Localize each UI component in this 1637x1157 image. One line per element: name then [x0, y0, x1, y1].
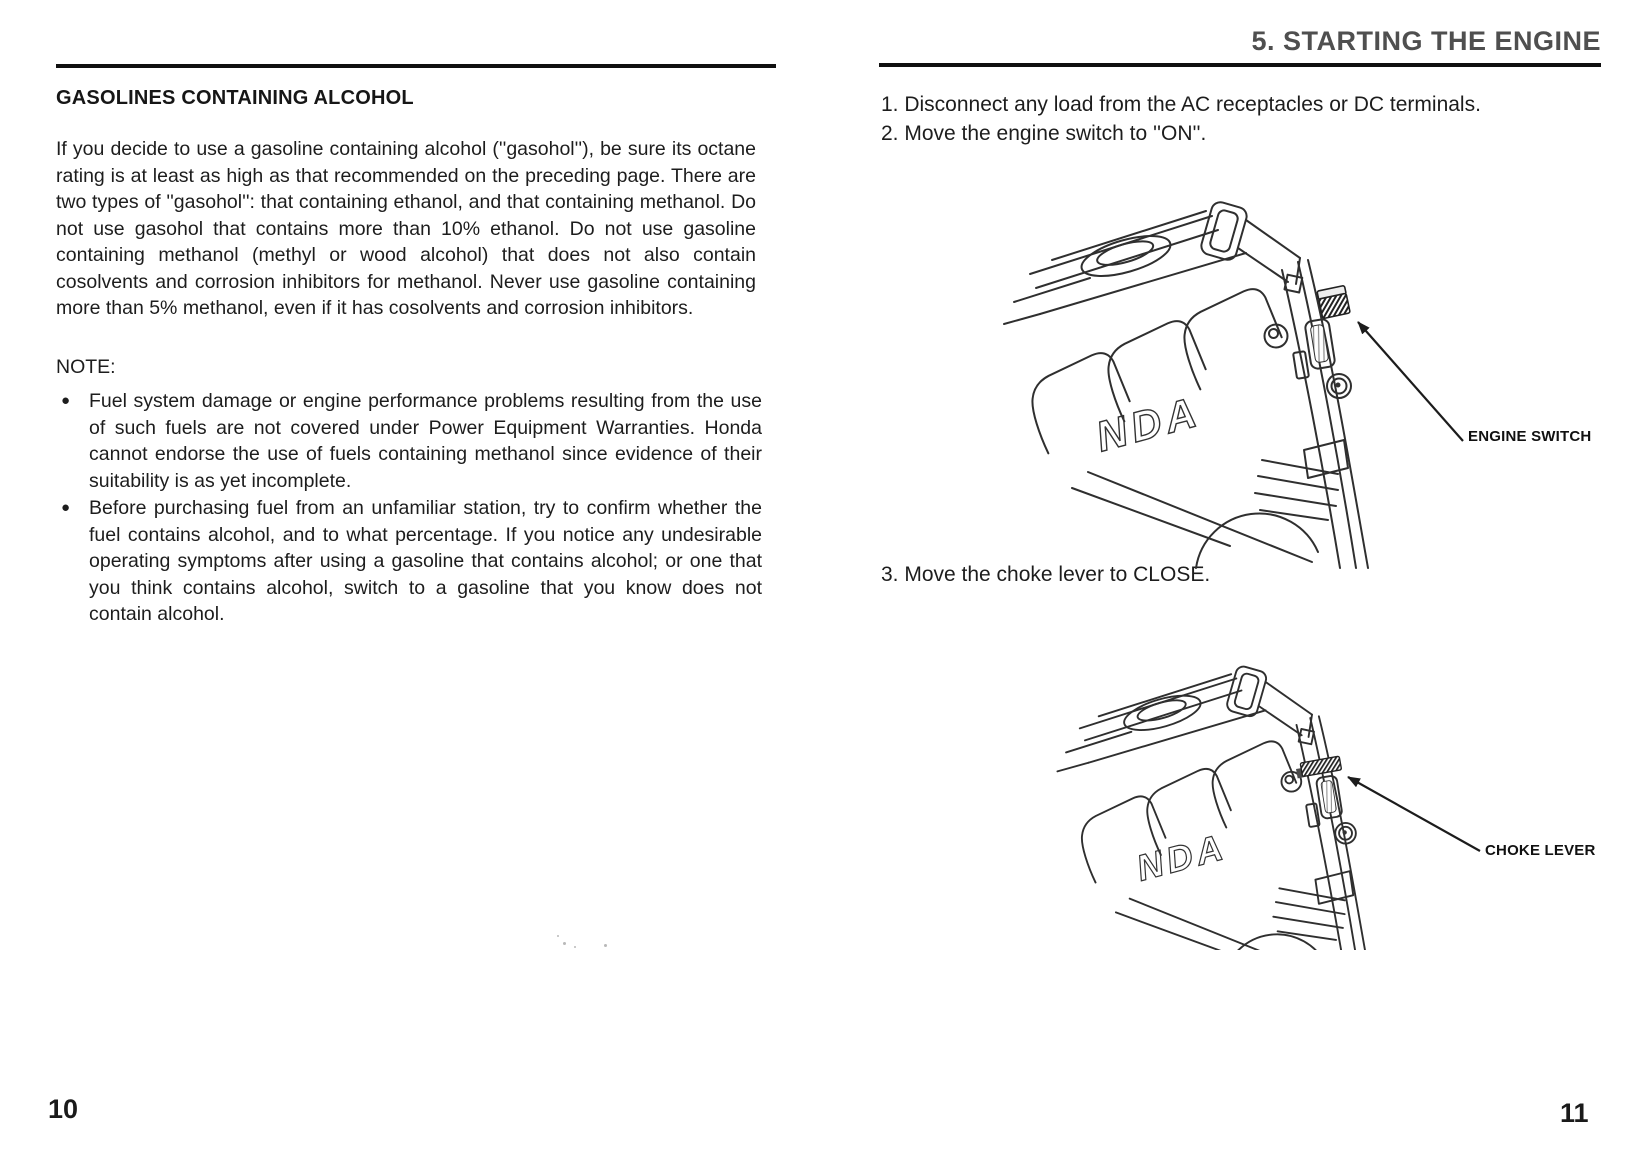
choke-lever-handle [1295, 756, 1342, 778]
engine-switch-label: ENGINE SWITCH [1468, 428, 1592, 445]
header-rule-right [879, 63, 1601, 67]
header-rule-left [56, 64, 776, 68]
engine-switch-knob [1317, 285, 1350, 318]
bullet-icon: ● [61, 499, 71, 516]
honda-logo-fragment: NDA [1132, 825, 1231, 889]
figure-engine-switch [1000, 198, 1620, 570]
scan-speck [557, 935, 559, 937]
note-item [56, 495, 762, 628]
page-number-left: 10 [48, 1094, 79, 1124]
page-number-right: 11 [1560, 1098, 1589, 1128]
scan-speck [563, 942, 566, 945]
figure-choke-lever [1030, 645, 1630, 950]
section-header: 5. STARTING THE ENGINE [1251, 26, 1601, 56]
step-1: 1. Disconnect any load from the AC receptacles or DC terminals. [881, 93, 1481, 116]
generator-illustration [1000, 198, 1620, 570]
note-text: Fuel system damage or engine performance problems resulting from the use of such fuels are not covered under Power Equipment Warranties. Honda cannot endorse the use of fuels containing methanol since evidence of their suitability is as yet incomplete. [89, 390, 762, 492]
gasohol-paragraph: If you decide to use a gasoline containing alcohol (''gasohol''), be sure its octane rating is at least as high as that recommended on the preceding page. There are two types of ''gasohol'': that containing ethanol, and that containing methanol. Do not use gasohol that contains more than 10% ethanol. Do not use gasoline containing methanol (methyl or wood alcohol) that does not also contain cosolvents and corrosion inhibitors for methanol. Never use gasoline containing more than 5% methanol, even if it has cosolvents and corrosion inhibitors. [56, 138, 756, 319]
step-2: 2. Move the engine switch to ''ON''. [881, 122, 1207, 145]
note-label: NOTE: [56, 356, 116, 378]
note-text: Before purchasing fuel from an unfamiliar station, try to confirm whether the fuel contains alcohol, and to what percentage. If you notice any undesirable operating symptoms after using a gasoline that contains alcohol; or one that you think contains alcohol, switch to a gasoline that you know does not contain alcohol. [89, 497, 762, 625]
step-3: 3. Move the choke lever to CLOSE. [881, 563, 1211, 586]
leader-line-engine-switch [1358, 322, 1463, 441]
note-item [56, 388, 762, 494]
note-list [56, 388, 762, 629]
honda-logo-fragment: NDA [1091, 387, 1206, 461]
choke-lever-label: CHOKE LEVER [1485, 842, 1596, 859]
scan-speck [604, 944, 607, 947]
generator-illustration [1030, 645, 1630, 950]
bullet-icon: ● [61, 392, 71, 409]
scan-speck [574, 946, 576, 948]
leader-line-choke-lever [1348, 777, 1480, 851]
left-page-heading: GASOLINES CONTAINING ALCOHOL [56, 87, 414, 109]
